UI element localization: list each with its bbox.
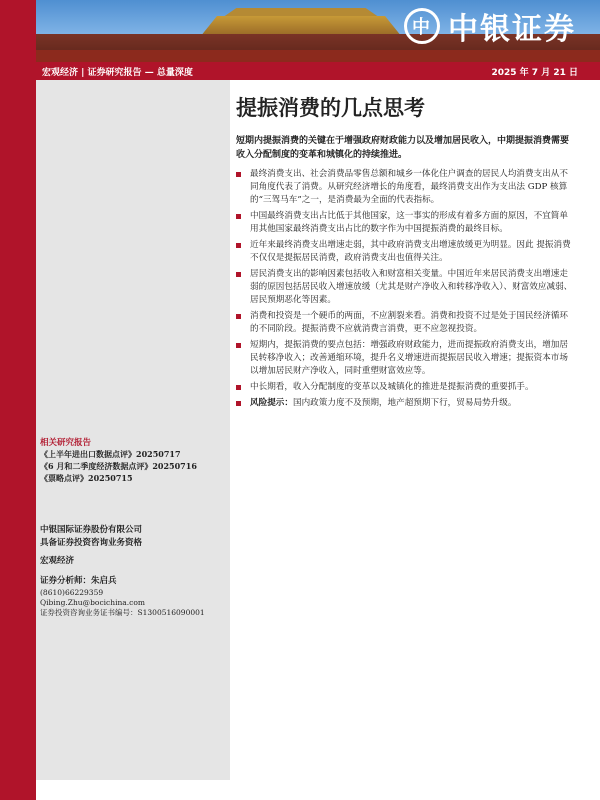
header-bar bbox=[36, 62, 600, 80]
phone-number: (8610)66229359 bbox=[40, 588, 104, 597]
related-reports-list bbox=[40, 448, 197, 484]
related-reports-title: 相关研究报告 bbox=[40, 438, 92, 448]
risk-text: 国内政策力度不及预期，地产超预期下行，贸易局势升级。 bbox=[292, 398, 517, 408]
license-number: 证券投资咨询业务证书编号：S1300516090001 bbox=[40, 608, 205, 617]
email-link[interactable]: Qibing.Zhu@bocichina.com bbox=[40, 598, 145, 607]
list-item: 中国最终消费支出占比低于其他国家，这一事实的形成有着多方面的原因，不宜简单用其他国家最终消费支出占比的数字作为中国提振消费的最终目标。 bbox=[236, 210, 574, 236]
list-item: 近年来最终消费支出增速走弱，其中政府消费支出增速放缓更为明显。因此 提振消费不仅仅是提振居民消费，政府消费支出也值得关注。 bbox=[236, 239, 574, 265]
list-item: 居民消费支出的影响因素包括收入和财富相关变量。中国近年来居民消费支出增速走弱的原因包括居民收入增速放缓（尤其是财产净收入和转移净收入）、财富效应减弱、居民预期恶化等因素。 bbox=[236, 268, 574, 307]
list-item: 消费和投资是一个硬币的两面，不应割裂来看。消费和投资不过是处于国民经济循环的不同阶段。提振消费不应就消费言消费，更不应忽视投资。 bbox=[236, 310, 574, 336]
page-title: 提振消费的几点思考 bbox=[236, 95, 425, 120]
bullet-square-icon bbox=[236, 314, 241, 319]
bullet-square-icon bbox=[236, 243, 241, 248]
related-report-link[interactable]: 《票略点评》20250715 bbox=[40, 473, 133, 483]
logo-mark-icon: 中 bbox=[404, 8, 440, 44]
bullet-square-icon bbox=[236, 385, 241, 390]
summary-paragraph: 短期内提振消费的关键在于增强政府财政能力以及增加居民收入，中期提振消费需要收入分配制度的变革和城镇化的持续推进。 bbox=[236, 136, 570, 160]
list-item: 短期内，提振消费的要点包括：增强政府财政能力，进而提振政府消费支出，增加居民转移净收入；改善通缩环境，提升名义增速进而提振居民收入增速；提振资本市场以增加居民财产净收入，同时重塑财富效应等。 bbox=[236, 339, 574, 378]
left-accent-bar bbox=[0, 0, 36, 800]
sidebar-panel bbox=[36, 80, 230, 780]
key-points-list bbox=[236, 168, 574, 413]
header-banner-image bbox=[36, 0, 600, 62]
company-logo bbox=[404, 4, 576, 48]
company-qualification: 具备证券投资咨询业务资格 bbox=[40, 538, 143, 548]
report-date: 2025 年 7 月 21 日 bbox=[491, 67, 578, 78]
company-name: 中银国际证券股份有限公司 bbox=[40, 525, 143, 535]
department-label: 宏观经济 bbox=[40, 556, 75, 566]
related-report-link[interactable]: 《6 月和二季度经济数据点评》20250716 bbox=[40, 461, 197, 471]
list-item: 最终消费支出、社会消费品零售总额和城乡一体化住户调查的居民人均消费支出从不同角度代表了消费。从研究经济增长的角度看，最终消费支出作为支出法 GDP 核算的“三驾马车”之一，是消费最为全面的代表指标。 bbox=[236, 168, 574, 207]
bullet-square-icon bbox=[236, 401, 241, 406]
logo-text: 中银证券 bbox=[448, 12, 576, 47]
risk-item bbox=[236, 397, 574, 410]
risk-label: 风险提示： bbox=[250, 398, 293, 408]
bullet-square-icon bbox=[236, 343, 241, 348]
bullet-square-icon bbox=[236, 172, 241, 177]
company-info bbox=[40, 524, 142, 550]
list-item: 中长期看，收入分配制度的变革以及城镇化的推进是提振消费的重要抓手。 bbox=[236, 381, 574, 394]
analyst-contact bbox=[40, 588, 205, 618]
analyst-name: 证券分析师：朱启兵 bbox=[40, 576, 117, 586]
bullet-square-icon bbox=[236, 272, 241, 277]
bullet-square-icon bbox=[236, 214, 241, 219]
related-report-link[interactable]: 《上半年进出口数据点评》20250717 bbox=[40, 449, 181, 459]
breadcrumb: 宏观经济 | 证券研究报告 — 总量深度 bbox=[42, 67, 193, 78]
